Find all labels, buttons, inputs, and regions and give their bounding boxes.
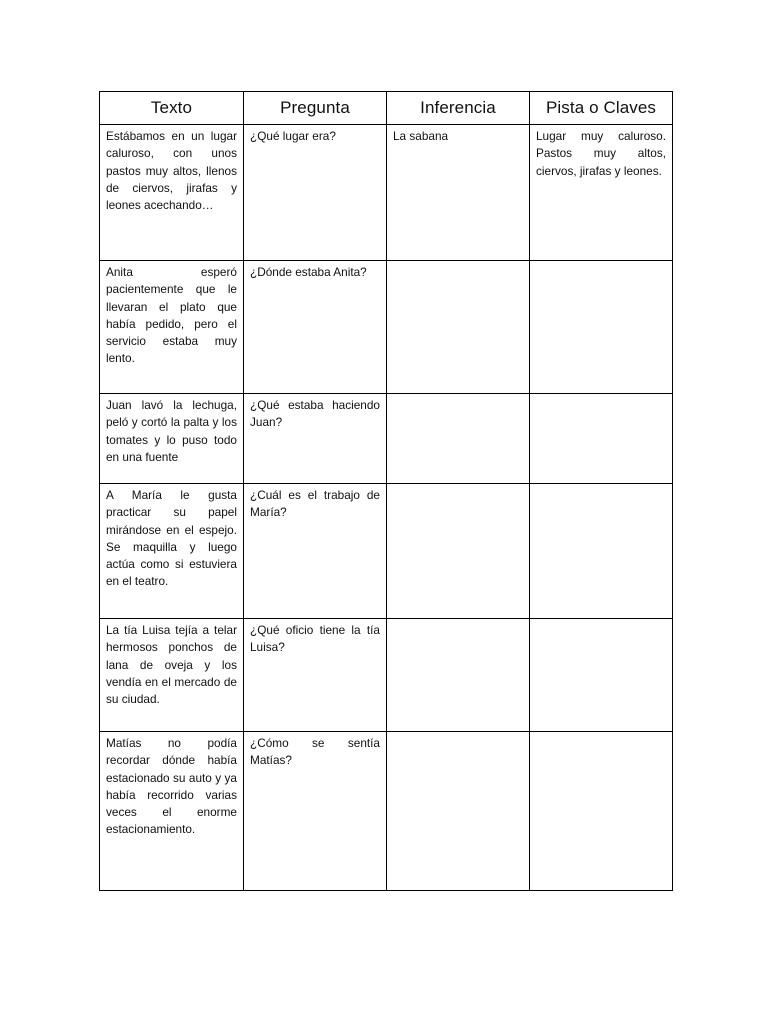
cell-pista <box>530 732 673 891</box>
cell-pregunta: ¿Cómo se sentía Matías? <box>244 732 387 891</box>
cell-texto: A María le gusta practicar su papel mirándose en el espejo. Se maquilla y luego actúa como si estuviera en el teatro. <box>100 484 244 619</box>
table-header <box>100 92 673 125</box>
header-row <box>100 92 673 125</box>
table-row <box>100 261 673 394</box>
cell-texto: Anita esperó pacientemente que le llevaran el plato que había pedido, pero el servicio estaba muy lento. <box>100 261 244 394</box>
cell-pista <box>530 484 673 619</box>
cell-pista <box>530 619 673 732</box>
cell-inferencia <box>387 484 530 619</box>
cell-pista <box>530 394 673 484</box>
cell-pregunta: ¿Qué oficio tiene la tía Luisa? <box>244 619 387 732</box>
cell-pregunta: ¿Dónde estaba Anita? <box>244 261 387 394</box>
cell-texto: Estábamos en un lugar caluroso, con unos pastos muy altos, llenos de ciervos, jirafas y leones acechando… <box>100 125 244 261</box>
cell-pregunta: ¿Qué estaba haciendo Juan? <box>244 394 387 484</box>
cell-pista <box>530 261 673 394</box>
header-pista: Pista o Claves <box>530 92 673 125</box>
table-body <box>100 125 673 891</box>
header-pregunta: Pregunta <box>244 92 387 125</box>
table-row <box>100 732 673 891</box>
cell-inferencia <box>387 732 530 891</box>
inference-table <box>99 91 673 891</box>
cell-texto: Matías no podía recordar dónde había estacionado su auto y ya había recorrido varias veces el enorme estacionamiento. <box>100 732 244 891</box>
header-texto: Texto <box>100 92 244 125</box>
table-row <box>100 394 673 484</box>
cell-pista: Lugar muy caluroso. Pastos muy altos, ciervos, jirafas y leones. <box>530 125 673 261</box>
cell-inferencia <box>387 394 530 484</box>
table-row <box>100 619 673 732</box>
cell-texto: Juan lavó la lechuga, peló y cortó la palta y los tomates y lo puso todo en una fuente <box>100 394 244 484</box>
cell-texto: La tía Luisa tejía a telar hermosos ponchos de lana de oveja y los vendía en el mercado de su ciudad. <box>100 619 244 732</box>
cell-inferencia <box>387 261 530 394</box>
cell-inferencia <box>387 619 530 732</box>
cell-pregunta: ¿Qué lugar era? <box>244 125 387 261</box>
header-inferencia: Inferencia <box>387 92 530 125</box>
table-row <box>100 484 673 619</box>
table-row <box>100 125 673 261</box>
cell-inferencia: La sabana <box>387 125 530 261</box>
cell-pregunta: ¿Cuál es el trabajo de María? <box>244 484 387 619</box>
